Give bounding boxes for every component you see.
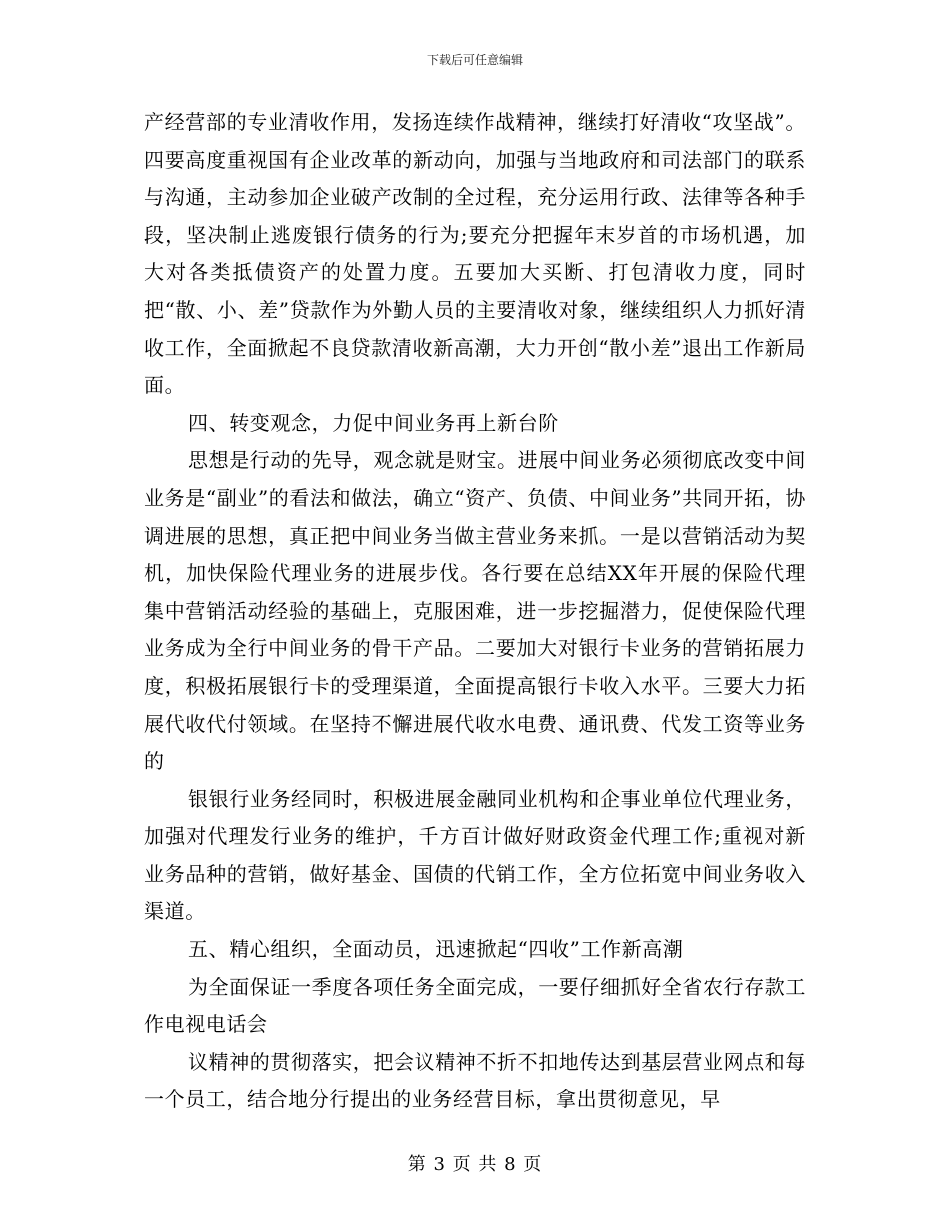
page-number: 3 [433, 1154, 446, 1175]
footer-prefix: 第 [407, 1154, 427, 1175]
section-heading: 五、精心组织，全面动员，迅速掀起“四收”工作新高潮 [188, 937, 684, 962]
section-heading: 四、转变观念，力促中间业务再上新台阶 [188, 410, 559, 435]
page-total: 8 [504, 1154, 517, 1175]
page-header: 下载后可任意编辑 [426, 53, 523, 67]
paragraph: 产经营部的专业清收作用，发扬连续作战精神，继续打好清收“攻坚战”。四要高度重视国有企业改革的新动向，加强与当地政府和司法部门的联系与沟通，主动参加企业破产改制的全过程，充分运用行政、法律等各种手段，坚决制止逃废银行债务的行为;要充分把握年末岁首的市场机遇，加大对各类抵债资产的处置力度。五要加大买断、打包清收力度，同时把“散、小、差”贷款作为外勤人员的主要清收对象，继续组织人力抓好清收工作，全面掀起不良贷款清收新高潮，大力开创“散小差”退出工作新局面。 [144, 110, 806, 398]
paragraph: 思想是行动的先导，观念就是财宝。进展中间业务必须彻底改变中间业务是“副业”的看法和做法，确立“资产、负债、中间业务”共同开拓，协调进展的思想，真正把中间业务当做主营业务来抓。一是以营销活动为契机，加快保险代理业务的进展步伐。各行要在总结XX年开展的保险代理集中营销活动经验的基础上，克服困难，进一步挖掘潜力，促使保险代理业务成为全行中间业务的骨干产品。二要加大对银行卡业务的营销拓展力度，积极拓展银行卡的受理渠道，全面提高银行卡收入水平。三要大力拓展代收代付领域。在坚持不懈进展代收水电费、通讯费、代发工资等业务的 [144, 448, 806, 774]
paragraph: 议精神的贯彻落实，把会议精神不折不扣地传达到基层营业网点和每一个员工，结合地分行提出的业务经营目标，拿出贯彻意见，早 [144, 1049, 806, 1112]
document-body [144, 104, 806, 1119]
footer-middle: 页 共 [452, 1154, 498, 1175]
paragraph: 银银行业务经同时，积极进展金融同业机构和企事业单位代理业务，加强对代理发行业务的维护，千方百计做好财政资金代理工作;重视对新业务品种的营销，做好基金、国债的代销工作，全方位拓宽中间业务收入渠道。 [144, 786, 806, 924]
page-footer [0, 1154, 950, 1176]
paragraph: 为全面保证一季度各项任务全面完成，一要仔细抓好全省农行存款工作电视电话会 [144, 974, 806, 1037]
footer-suffix: 页 [523, 1154, 543, 1175]
